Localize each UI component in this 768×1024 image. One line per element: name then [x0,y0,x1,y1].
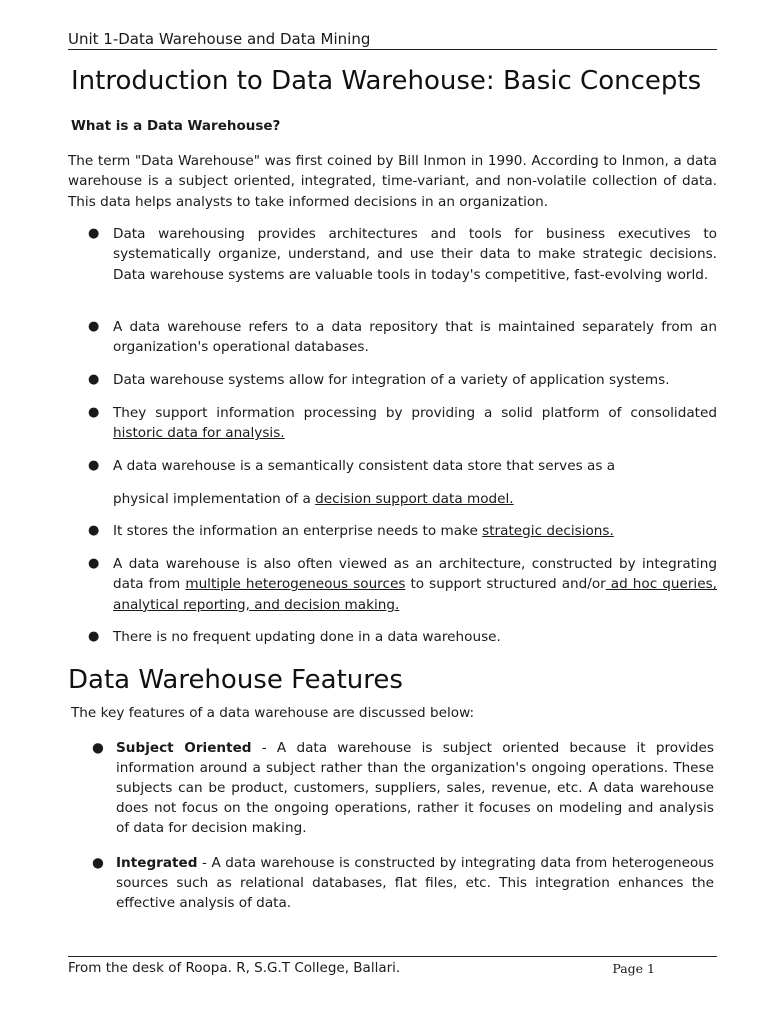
bullet-text [113,403,717,444]
bullet-text-part: A data warehouse is also often viewed as an architecture, constructed by integrating data from [113,556,717,593]
feature-description: - A data warehouse is constructed by integrating data from heterogeneous sources such as relational databases, flat files, etc. This integration enhances the effective analysis of data. [116,855,714,911]
bullet-icon: ● [88,629,100,644]
bullet-text: Data warehouse systems allow for integration of a variety of application systems. [113,372,670,388]
section-subheading: What is a Data Warehouse? [71,118,281,134]
bullet-text [113,521,717,541]
bullet-text [113,554,717,615]
intro-paragraph: The term "Data Warehouse" was first coined by Bill Inmon in 1990. According to Inmon, a data warehouse is a subject oriented, integrated, time-variant, and non-volatile collection of data. This data helps analysts to take informed decisions in an organization. [68,153,717,210]
bullet-text: A data warehouse refers to a data repository that is maintained separately from an organization's operational databases. [113,319,717,356]
bullet-icon: ● [92,855,104,871]
feature-term: Integrated [116,855,198,871]
feature-text [116,853,714,913]
feature-description: - A data warehouse is subject oriented because it provides information around a subject rather than the organization's ongoing operations. These subjects can be product, customers, suppliers, sales, revenue, etc. A data warehouse does not focus on the ongoing operations, rather it focuses on modeling and analysis of data for decision making. [116,740,714,836]
header-text: Unit 1-Data Warehouse and Data Mining [68,30,371,48]
bullet-icon: ● [88,556,100,571]
underlined-phrase: strategic decisions. [482,523,614,539]
underlined-phrase: ad hoc queries, analytical reporting, and decision making. [113,576,717,613]
features-heading: Data Warehouse Features [68,665,403,695]
bullet-icon: ● [88,372,100,387]
bullet-icon: ● [88,458,100,473]
bullet-icon: ● [92,740,104,756]
bullet-text-part: It stores the information an enterprise needs to make [113,523,483,539]
page-header [68,29,717,50]
bullet-icon: ● [88,405,100,420]
underlined-phrase: historic data for analysis. [113,425,285,442]
bullet-text-part: They support information processing by providing a solid platform of consolidated [113,405,717,421]
continuation-text: physical implementation of a [113,491,316,507]
page-number: Page 1 [612,961,655,976]
feature-term: Subject Oriented [116,740,252,756]
underlined-phrase: decision support data model. [315,491,514,507]
bullet-text: There is no frequent updating done in a data warehouse. [113,629,501,645]
page-title: Introduction to Data Warehouse: Basic Concepts [71,66,702,96]
continuation-line [113,489,717,509]
footer-author: From the desk of Roopa. R, S.G.T College, Ballari. [68,960,401,976]
bullet-text: Data warehousing provides architectures and tools for business executives to systematically organize, understand, and use their data to make strategic decisions. Data warehouse systems are valuable tools in today's competitive, fast-evolving world. [113,226,717,283]
features-intro: The key features of a data warehouse are discussed below: [71,705,475,721]
feature-text [116,738,714,838]
bullet-icon: ● [88,523,100,538]
bullet-text-part: to support structured and/or [405,576,606,593]
page-footer [68,956,717,979]
bullet-icon: ● [88,226,100,241]
bullet-icon: ● [88,319,100,334]
underlined-phrase: multiple heterogeneous sources [185,576,406,593]
bullet-text: A data warehouse is a semantically consistent data store that serves as a [113,458,616,474]
